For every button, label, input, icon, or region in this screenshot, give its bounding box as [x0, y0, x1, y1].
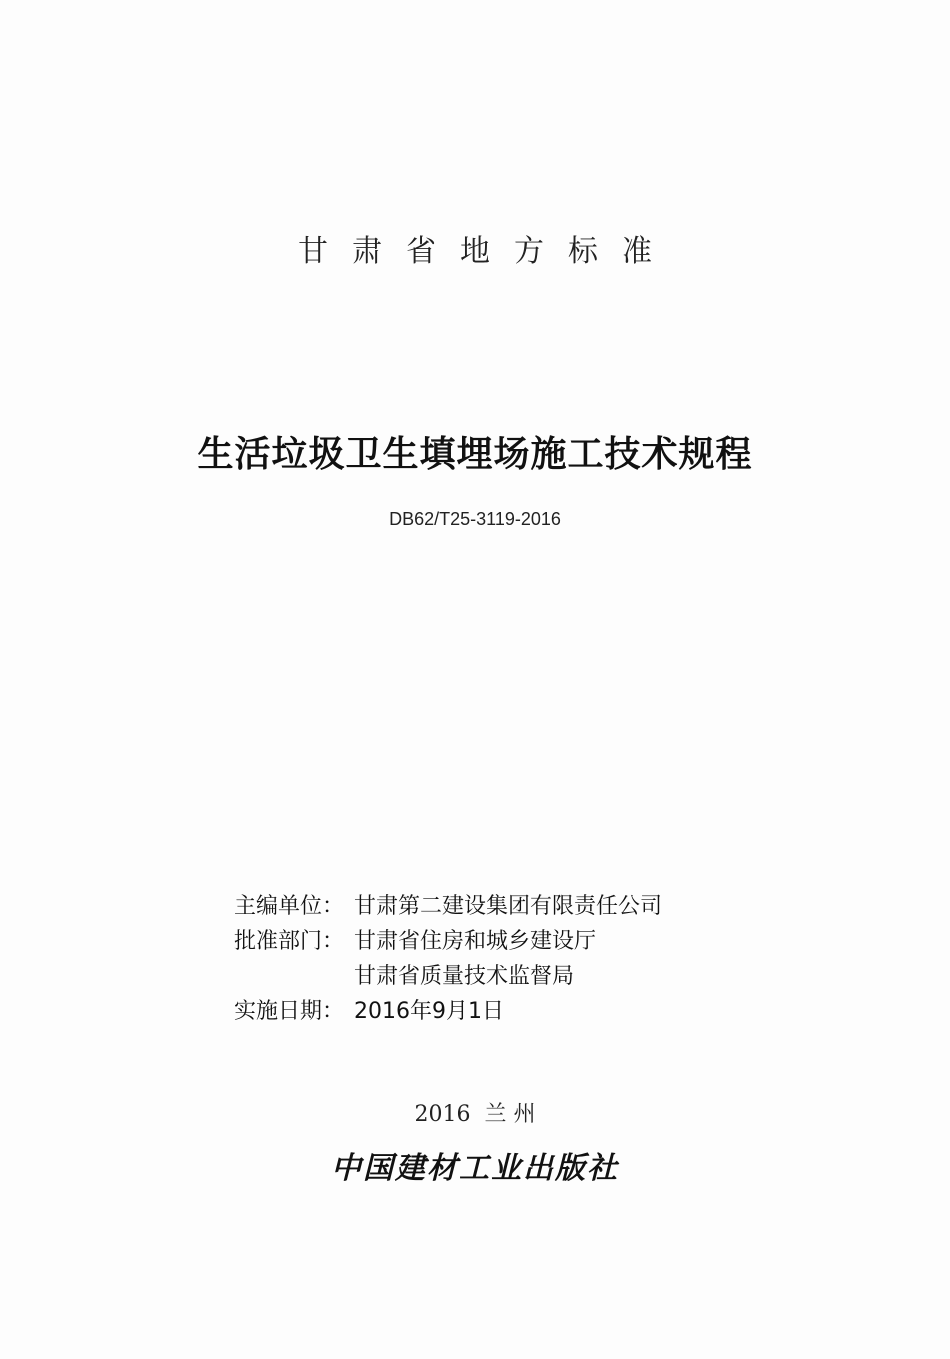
editor-row: [234, 889, 662, 924]
date-value: 2016年9月1日: [354, 999, 504, 1024]
date-row: [234, 994, 662, 1029]
approver-row: [234, 924, 662, 959]
document-title: 生活垃圾卫生填埋场施工技术规程: [197, 434, 753, 475]
approver-label-spacer: [234, 959, 354, 994]
approver-row-2: [234, 959, 662, 994]
info-block: [234, 889, 662, 1029]
publication-place: [0, 1097, 950, 1128]
approver-value-2: 甘肃省质量技术监督局: [354, 964, 575, 989]
editor-label: 主编单位：: [234, 894, 345, 919]
date-label: 实施日期：: [234, 999, 345, 1024]
approver-label: 批准部门：: [234, 929, 345, 954]
approver-value-1: 甘肃省住房和城乡建设厅: [354, 929, 597, 954]
publication-year: 2016: [414, 1102, 471, 1127]
publisher-logo-text: 中国建材工业出版社: [331, 1151, 619, 1186]
editor-value: 甘肃第二建设集团有限责任公司: [354, 894, 663, 919]
standard-category: 甘肃省地方标准: [298, 234, 676, 269]
publication-city: 兰 州: [484, 1102, 536, 1127]
standard-code: DB62/T25-3119-2016: [389, 509, 561, 529]
